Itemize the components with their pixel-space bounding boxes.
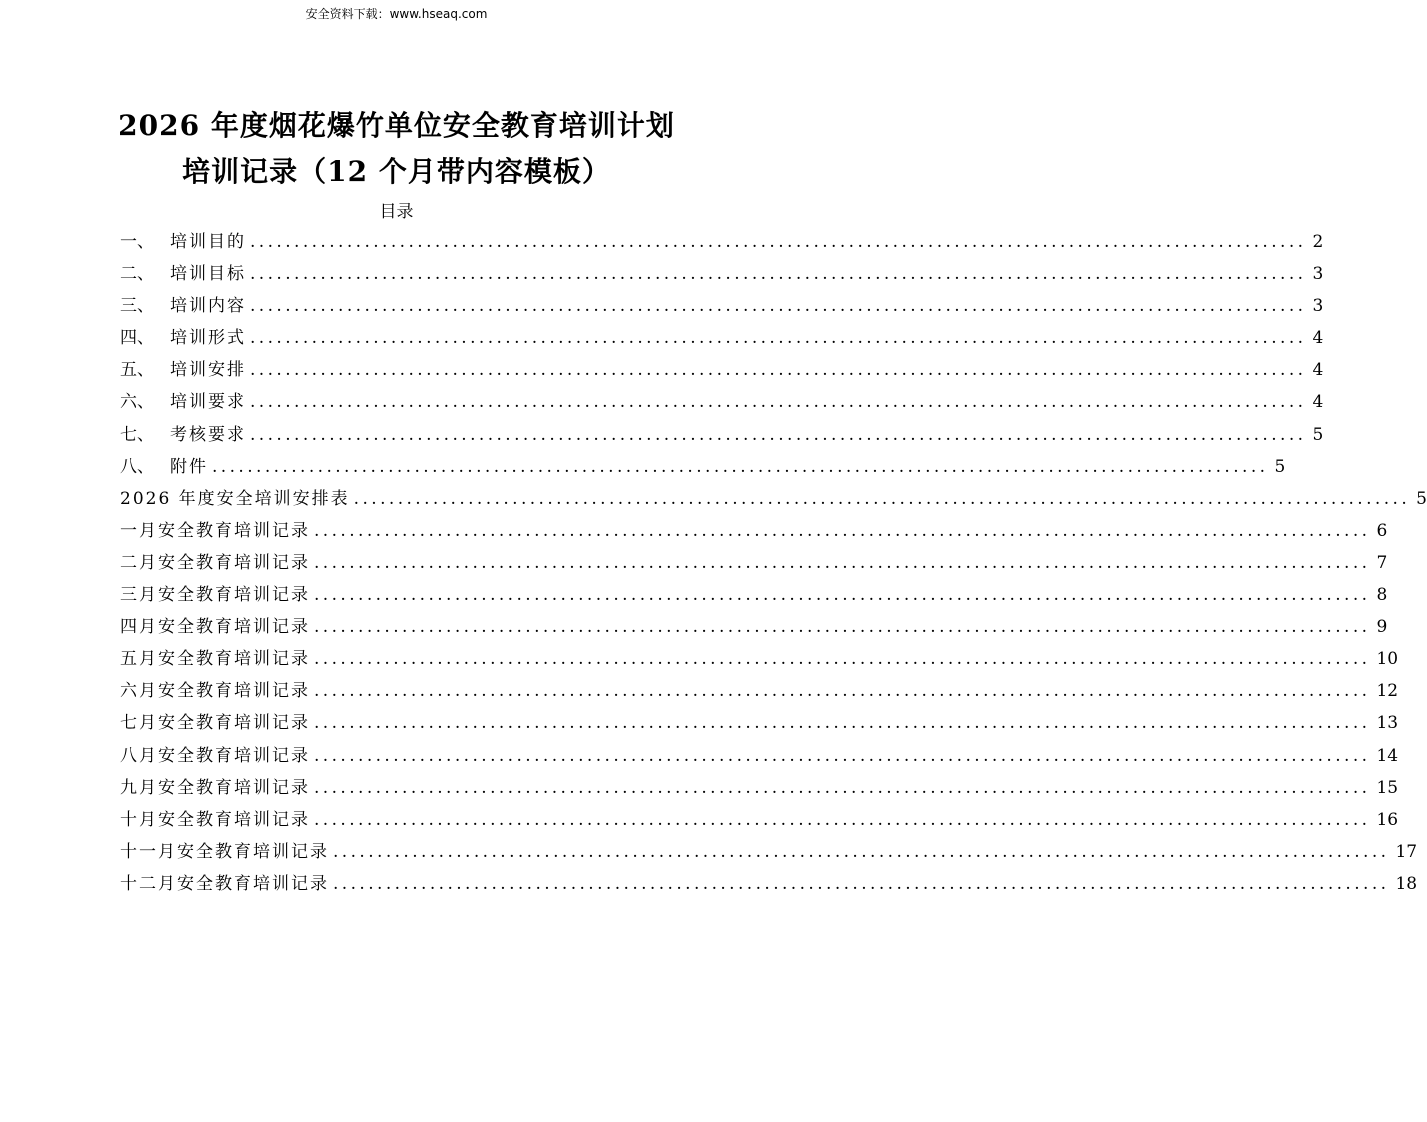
toc-entry-label: 十二月安全教育培训记录 [120,873,329,894]
toc-entry-page-number: 5 [1416,488,1427,509]
toc-leader-dots: ........................................................................................................................ [314,585,1371,606]
toc-leader-dots: ........................................................................................................................ [212,456,1269,477]
toc-entry-page-number: 4 [1312,328,1324,349]
toc-entry-label: 培训安排 [170,360,246,381]
toc-entry-page-number: 9 [1376,617,1388,638]
toc-entry-label: 二月安全教育培训记录 [120,552,310,573]
document-title-line-1: 2026 年度烟花爆竹单位安全教育培训计划 [118,109,675,142]
toc-leader-dots: ........................................................................................................................ [314,520,1371,541]
toc-entry-number: 一、 [120,232,154,252]
toc-entry-number: 四、 [120,328,154,349]
toc-entry-label: 四月安全教育培训记录 [120,617,310,638]
toc-entry[interactable] [120,675,1399,707]
toc-entry[interactable] [120,611,1388,643]
toc-entry[interactable] [120,483,1427,515]
toc-entry-number: 三、 [120,296,154,317]
toc-entry[interactable] [120,579,1388,611]
toc-entry-label: 培训要求 [170,392,246,413]
toc-entry[interactable] [120,547,1388,579]
toc-entry-page-number: 18 [1395,873,1418,894]
toc-entry-page-number: 3 [1312,296,1324,317]
toc-entry-page-number: 8 [1376,585,1388,606]
toc-entry-label: 九月安全教育培训记录 [120,777,310,798]
toc-entry-label: 附件 [170,456,208,477]
toc-entry-page-number: 5 [1312,424,1324,445]
toc-entry-label: 三月安全教育培训记录 [120,585,310,606]
toc-leader-dots: ........................................................................................................................ [314,809,1371,830]
toc-entry-label: 五月安全教育培训记录 [120,649,310,670]
toc-entry-label: 2026 年度安全培训安排表 [120,488,350,509]
toc-entry[interactable] [120,290,1324,322]
toc-leader-dots: ........................................................................................................................ [353,488,1411,509]
toc-entry[interactable] [120,643,1399,675]
toc-leader-dots: ........................................................................................................................ [314,617,1371,638]
toc-entry-label: 十月安全教育培训记录 [120,809,310,830]
table-of-contents [120,226,1427,900]
toc-entry[interactable] [120,707,1399,739]
toc-leader-dots: ........................................................................................................................ [333,873,1390,894]
toc-entry-page-number: 10 [1376,649,1399,670]
toc-leader-dots: ........................................................................................................................ [314,649,1371,670]
toc-entry-label: 八月安全教育培训记录 [120,745,310,766]
toc-leader-dots: ........................................................................................................................ [250,296,1307,317]
toc-entry-label: 六月安全教育培训记录 [120,681,310,702]
toc-leader-dots: ........................................................................................................................ [250,264,1307,285]
toc-entry[interactable] [120,740,1399,772]
toc-entry-number: 二、 [120,264,154,285]
toc-entry-label: 七月安全教育培训记录 [120,713,310,734]
toc-leader-dots: ........................................................................................................................ [250,232,1307,252]
toc-entry-label: 培训内容 [170,296,246,317]
toc-entry-page-number: 2 [1312,232,1324,252]
toc-entry-page-number: 15 [1376,777,1399,798]
toc-entry-number: 八、 [120,456,154,477]
toc-leader-dots: ........................................................................................................................ [250,424,1307,445]
toc-entry[interactable] [120,772,1399,804]
toc-entry-label: 培训目标 [170,264,246,285]
toc-entry[interactable] [120,868,1418,900]
toc-entry-page-number: 3 [1312,264,1324,285]
toc-entry[interactable] [120,322,1324,354]
toc-entry-page-number: 4 [1312,392,1324,413]
document-title-line-2: 培训记录（12 个月带内容模板） [182,155,611,188]
toc-entry[interactable] [120,226,1324,258]
toc-entry-label: 考核要求 [170,424,246,445]
toc-entry-page-number: 17 [1395,841,1418,862]
toc-leader-dots: ........................................................................................................................ [314,777,1371,798]
toc-entry-page-number: 12 [1376,681,1399,702]
toc-entry-label: 十一月安全教育培训记录 [120,841,329,862]
toc-entry-number: 六、 [120,392,154,413]
toc-leader-dots: ........................................................................................................................ [314,552,1371,573]
toc-entry[interactable] [120,804,1399,836]
toc-leader-dots: ........................................................................................................................ [314,713,1371,734]
toc-leader-dots: ........................................................................................................................ [250,392,1307,413]
toc-entry-label: 一月安全教育培训记录 [120,520,310,541]
toc-entry-page-number: 5 [1274,456,1286,477]
toc-leader-dots: ........................................................................................................................ [314,745,1371,766]
toc-entry-page-number: 4 [1312,360,1324,381]
toc-entry[interactable] [120,354,1324,386]
toc-entry-label: 培训目的 [170,232,246,252]
toc-entry-label: 培训形式 [170,328,246,349]
toc-entry-page-number: 13 [1376,713,1399,734]
toc-entry-page-number: 7 [1376,552,1388,573]
toc-leader-dots: ........................................................................................................................ [250,328,1307,349]
toc-entry[interactable] [120,386,1324,418]
toc-entry-number: 七、 [120,424,154,445]
page-header: 安全资料下载：www.hseaq.com [305,7,488,21]
toc-entry-number: 五、 [120,360,154,381]
toc-entry[interactable] [120,419,1324,451]
toc-entry[interactable] [120,258,1324,290]
toc-entry[interactable] [120,515,1388,547]
toc-leader-dots: ........................................................................................................................ [250,360,1307,381]
toc-entry-page-number: 14 [1376,745,1399,766]
toc-entry-page-number: 16 [1376,809,1399,830]
toc-entry[interactable] [120,836,1418,868]
toc-leader-dots: ........................................................................................................................ [333,841,1390,862]
toc-heading: 目录 [379,202,414,222]
toc-entry[interactable] [120,451,1286,483]
toc-leader-dots: ........................................................................................................................ [314,681,1371,702]
toc-entry-page-number: 6 [1376,520,1388,541]
